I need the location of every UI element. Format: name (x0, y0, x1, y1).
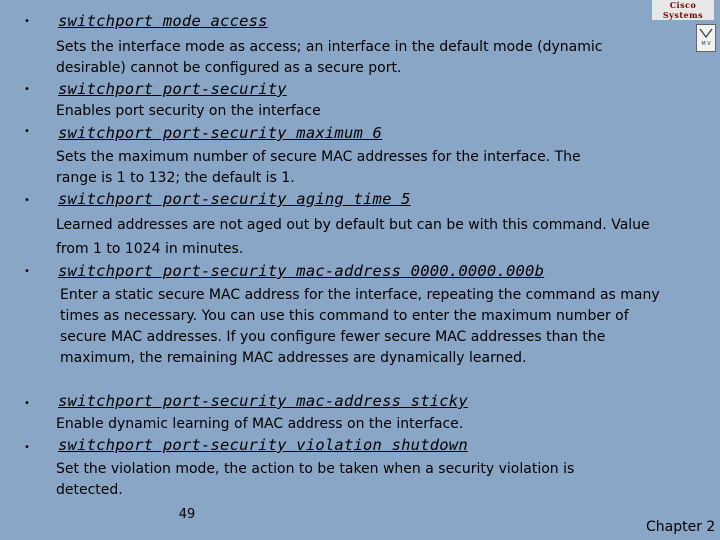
command-6: switchport port-security mac-address sticky (58, 392, 468, 410)
cisco-logo-text: Cisco Systems (652, 0, 714, 20)
description-6: Enable dynamic learning of MAC address on the interface. (56, 416, 464, 432)
footer-chapter: Chapter 2 (646, 519, 716, 535)
command-3: switchport port-security maximum 6 (58, 124, 383, 142)
description-2: Enables port security on the interface (56, 103, 321, 119)
bullet-4: • (24, 195, 30, 206)
bullet-6: • (24, 398, 30, 409)
bullet-7: • (24, 442, 30, 453)
description-7: Set the violation mode, the action to be taken when a security violation is detected. (56, 461, 575, 498)
bullet-5: • (24, 266, 30, 277)
logo-emblem-icon (696, 24, 716, 52)
description-3: Sets the maximum number of secure MAC addresses for the interface. The range is 1 to 132; the default is 1. (56, 149, 581, 186)
description-5: Enter a static secure MAC address for the interface, repeating the command as many times as necessary. You can use this command to enter the maximum number of secure MAC addresses. If you configure fewer secure MAC addresses than the maximum, the remaining MAC addresses are dynamically learned. (60, 287, 660, 366)
bullet-2: • (24, 84, 30, 95)
bullet-1: • (24, 16, 30, 27)
svg-text:M V: M V (701, 41, 711, 47)
command-1: switchport mode access (58, 12, 268, 30)
cisco-logo (652, 0, 714, 58)
bullet-3: • (24, 126, 30, 137)
command-7: switchport port-security violation shutdown (58, 436, 468, 454)
command-5: switchport port-security mac-address 0000.0000.000b (58, 262, 545, 280)
command-4: switchport port-security aging time 5 (58, 190, 411, 208)
command-2: switchport port-security (58, 80, 287, 98)
page-number: 49 (178, 507, 196, 522)
description-1: Sets the interface mode as access; an interface in the default mode (dynamic desirable) cannot be configured as a secure port. (56, 39, 603, 76)
description-4: Learned addresses are not aged out by default but can be with this command. Value from 1 to 1024 in minutes. (56, 217, 650, 257)
